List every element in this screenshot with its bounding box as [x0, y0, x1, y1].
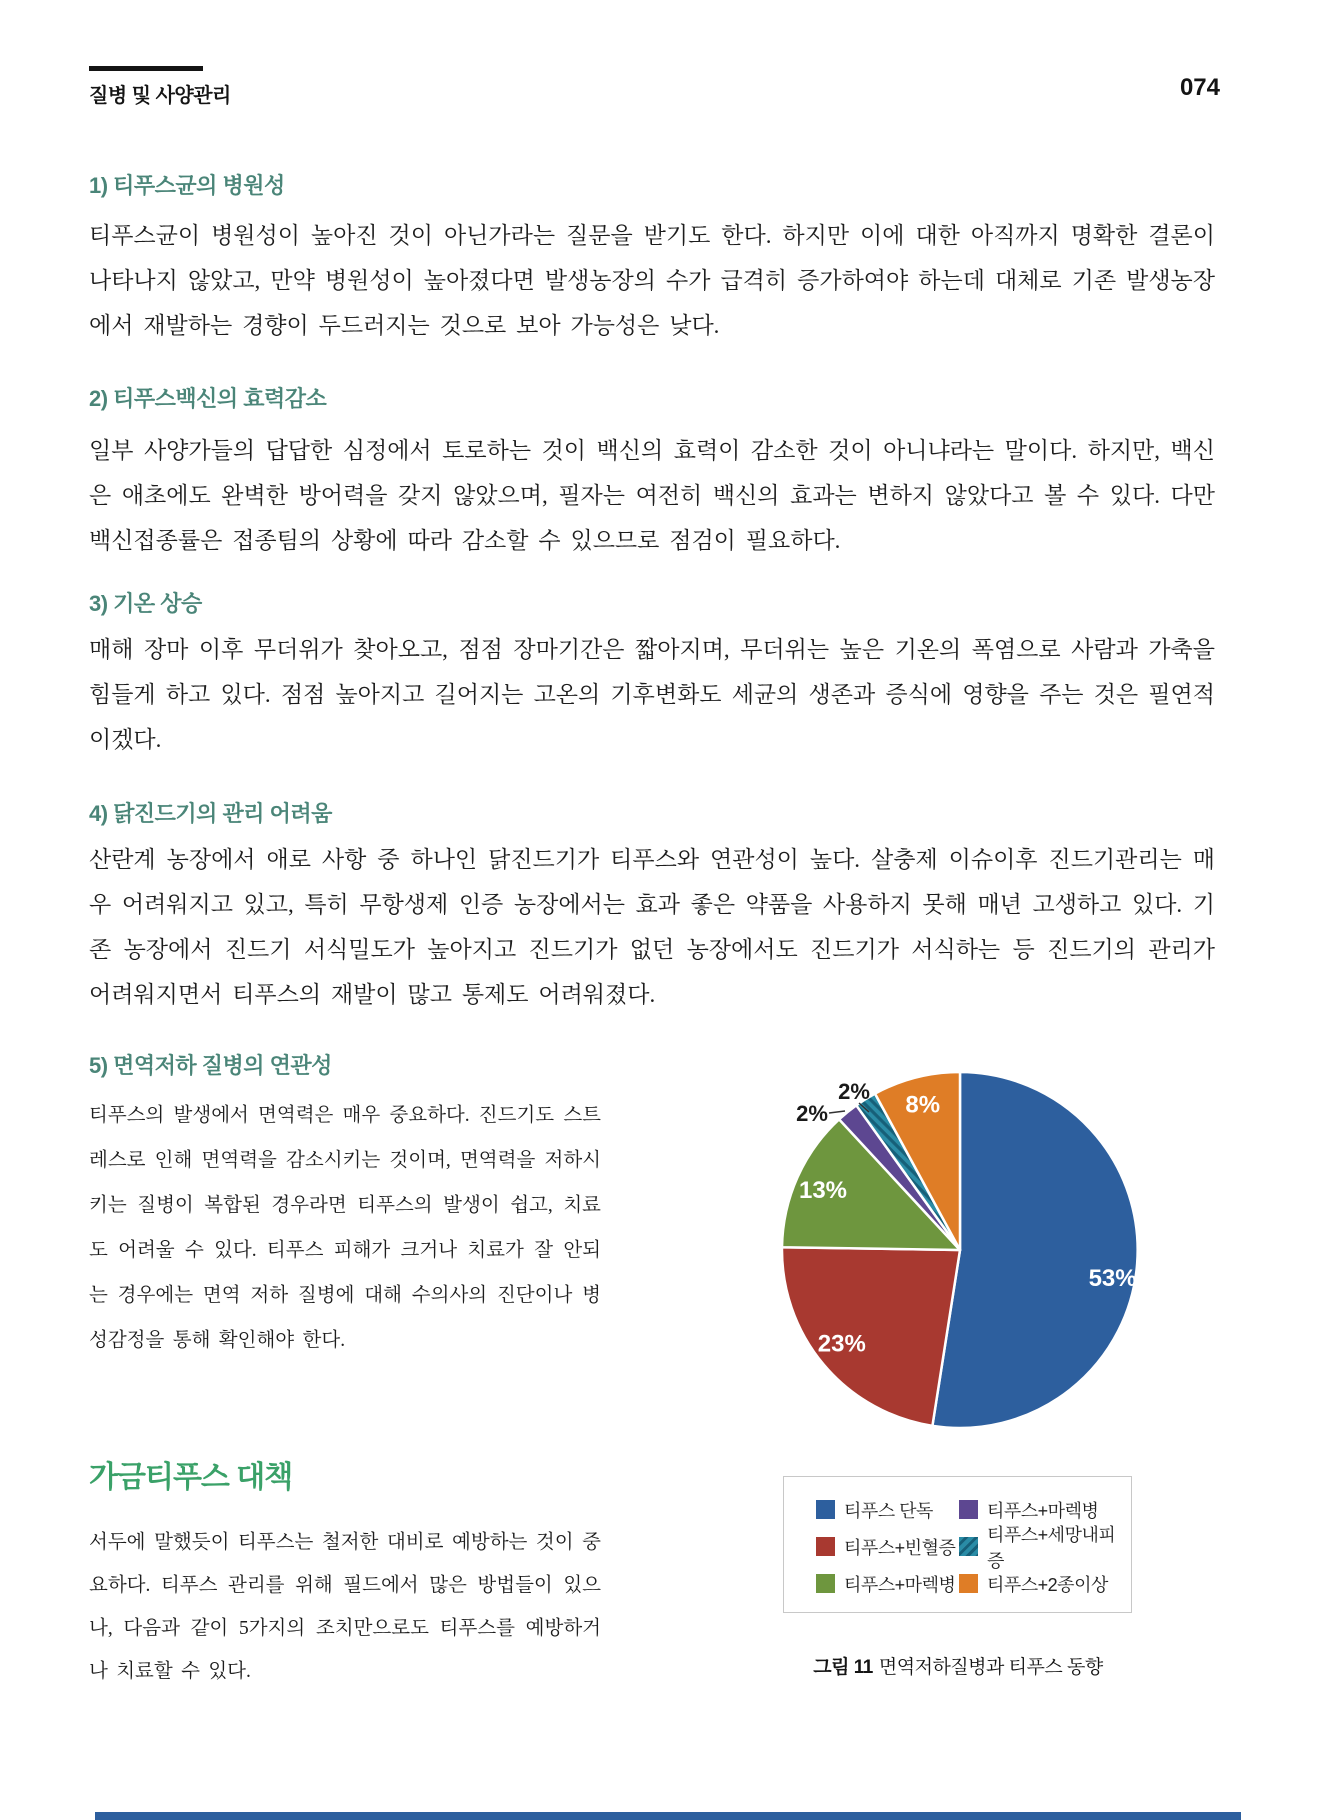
immunity-typhoid-pie-chart — [640, 1055, 1220, 1455]
header-rule — [89, 66, 203, 71]
document-header-title: 질병 및 사양관리 — [89, 85, 231, 107]
pie-label-5: 8% — [905, 1091, 941, 1119]
legend-label-5: 티푸스+2종이상 — [987, 1574, 1108, 1595]
legend-label-3: 티푸스+세망내피증 — [987, 1524, 1116, 1571]
figure-caption-text: 면역저하질병과 티푸스 동향 — [878, 1657, 1103, 1678]
legend-swatch-3 — [959, 1537, 978, 1556]
legend-swatch-0 — [816, 1500, 835, 1519]
figure-caption — [813, 1652, 1102, 1679]
legend-label-2: 티푸스+빈혈증 — [844, 1537, 956, 1558]
section-2-heading: 2) 티푸스백신의 효력감소 — [89, 386, 327, 411]
pie-label-3: 2% — [796, 1101, 828, 1126]
legend-label-4: 티푸스+마렉병 — [844, 1574, 956, 1595]
countermeasures-title: 가금티푸스 대책 — [89, 1461, 293, 1494]
legend-item-2 — [816, 1528, 959, 1565]
pie-label-2: 13% — [798, 1177, 848, 1204]
legend-item-5 — [959, 1565, 1131, 1602]
section-1-heading: 1) 티푸스균의 병원성 — [89, 173, 285, 198]
section-4-body: 산란계 농장에서 애로 사항 중 하나인 닭진드기가 티푸스와 연관성이 높다. 살충제 이슈이후 진드기관리는 매우 어려워지고 있고, 특히 무항생제 인증 농장에서는 효과 좋은 약품을 사용하지 못해 매년 고생하고 있다. 기존 농장에서 진드기 서식밀도가 높아지고 진드기가 없던 농장에서도 진드기가 서식하는 등 진드기의 관리가 어려워지면서 티푸스의 재발이 많고 통제도 어려워졌다. — [89, 847, 1215, 1007]
pie-label-1: 23% — [817, 1330, 866, 1358]
legend-swatch-4 — [816, 1574, 835, 1593]
bottom-partial-bar — [95, 1812, 1241, 1820]
legend-label-1: 티푸스+마렉병 — [987, 1500, 1099, 1521]
section-3-heading: 3) 기온 상승 — [89, 591, 202, 616]
pie-label-4: 2% — [838, 1079, 870, 1104]
legend-item-4 — [816, 1565, 959, 1602]
legend-swatch-2 — [816, 1537, 835, 1556]
section-4-heading: 4) 닭진드기의 관리 어려움 — [89, 801, 332, 826]
legend-item-3 — [959, 1524, 1131, 1571]
figure-caption-label: 그림 11 — [813, 1657, 873, 1678]
legend-item-0 — [816, 1491, 959, 1528]
pie-slice-1 — [782, 1247, 960, 1426]
section-1-body: 티푸스균이 병원성이 높아진 것이 아닌가라는 질문을 받기도 한다. 하지만 이에 대한 아직까지 명확한 결론이 나타나지 않았고, 만약 병원성이 높아졌다면 발생농장의 수가 급격히 증가하여야 하는데 대체로 기존 발생농장에서 재발하는 경향이 두드러지는 것으로 보아 가능성은 낮다. — [89, 223, 1215, 338]
legend-swatch-1 — [959, 1500, 978, 1519]
pie-label-0: 53% — [1088, 1264, 1137, 1292]
section-2-body: 일부 사양가들의 답답한 심정에서 토로하는 것이 백신의 효력이 감소한 것이 아니냐라는 말이다. 하지만, 백신은 애초에도 완벽한 방어력을 갖지 않았으며, 필자는 여전히 백신의 효과는 변하지 않았다고 볼 수 있다. 다만 백신접종률은 접종팀의 상황에 따라 감소할 수 있으므로 점검이 필요하다. — [89, 438, 1215, 553]
section-3-body: 매해 장마 이후 무더위가 찾아오고, 점점 장마기간은 짧아지며, 무더위는 높은 기온의 폭염으로 사람과 가축을 힘들게 하고 있다. 점점 높아지고 길어지는 고온의 기후변화도 세균의 생존과 증식에 영향을 주는 것은 필연적이겠다. — [89, 637, 1215, 752]
pie-slice-0 — [932, 1072, 1137, 1428]
page-number: 074 — [1179, 74, 1220, 101]
section-5-body: 티푸스의 발생에서 면역력은 매우 중요하다. 진드기도 스트레스로 인해 면역력을 감소시키는 것이며, 면역력을 저하시키는 질병이 복합된 경우라면 티푸스의 발생이 쉽고, 치료도 어려울 수 있다. 티푸스 피해가 크거나 치료가 잘 안되는 경우에는 면역 저하 질병에 대해 수의사의 진단이나 병성감정을 통해 확인해야 한다. — [89, 1105, 601, 1351]
pie-label-leader-line-3 — [829, 1111, 845, 1113]
countermeasures-body: 서두에 말했듯이 티푸스는 철저한 대비로 예방하는 것이 중요하다. 티푸스 관리를 위해 필드에서 많은 방법들이 있으나, 다음과 같이 5가지의 조치만으로도 티푸스를 예방하거나 치료할 수 있다. — [89, 1532, 601, 1682]
section-5-heading: 5) 면역저하 질병의 연관성 — [89, 1053, 332, 1078]
legend-swatch-5 — [959, 1574, 978, 1593]
legend-box — [783, 1476, 1132, 1613]
legend-label-0: 티푸스 단독 — [844, 1500, 933, 1521]
